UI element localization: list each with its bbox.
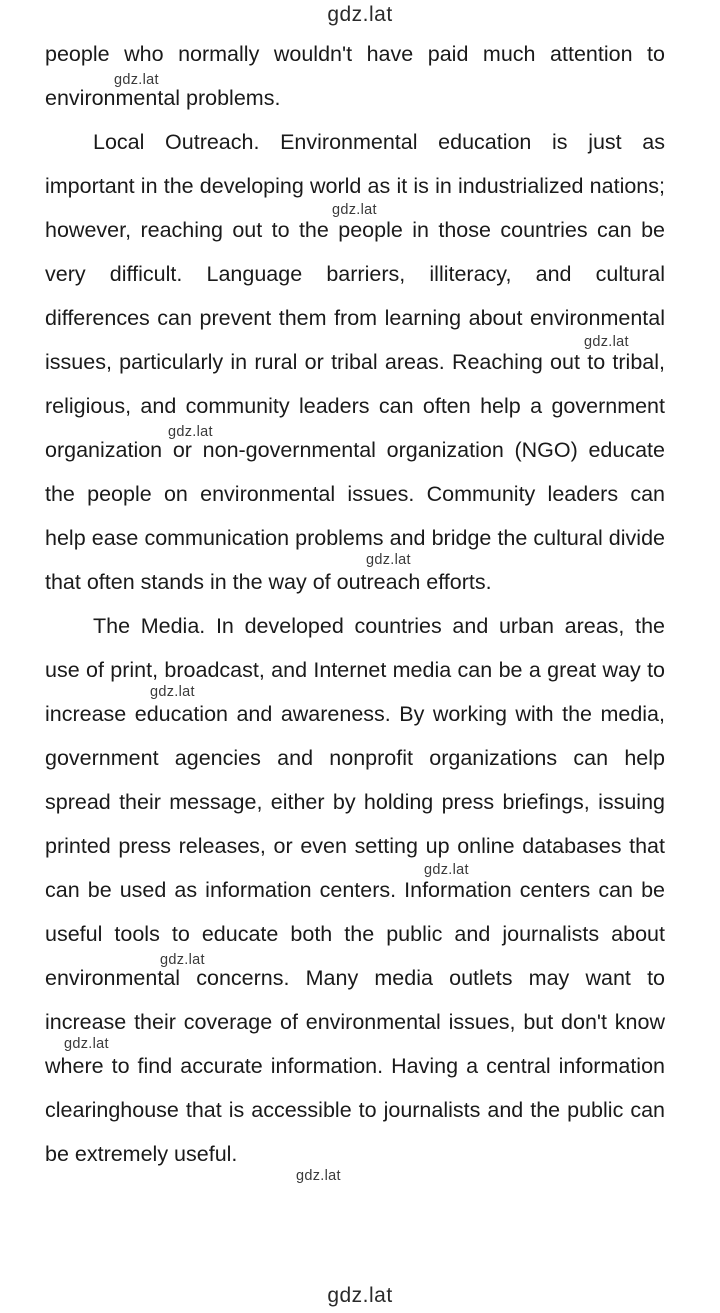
watermark: gdz.lat <box>296 1168 341 1184</box>
watermark: gdz.lat <box>160 952 205 968</box>
watermark: gdz.lat <box>168 424 213 440</box>
paragraph-text: Local Outreach. Environmental education is just as important in the developing world as it is in industrialized nations; however, reaching out to the people in those countries can be very difficult. Language barriers, illiteracy, and cultural differences can prevent them from learning about environmental issues, particularly in rural or tribal areas. Reaching out to tribal, religious, and community leaders can often help a government organization or non-governmental organization (NGO) educate the people on environmental issues. Community leaders can help ease communication problems and bridge the cultural divide that often stands in the way of outreach efforts. <box>45 130 665 594</box>
watermark: gdz.lat <box>64 1036 109 1052</box>
watermark: gdz.lat <box>366 552 411 568</box>
paragraph-text: people who normally wouldn't have paid much attention to environmental problems. <box>45 42 665 110</box>
watermark: gdz.lat <box>114 72 159 88</box>
paragraph-the-media <box>45 604 665 1176</box>
header-watermark: gdz.lat <box>327 3 393 26</box>
watermark: gdz.lat <box>150 684 195 700</box>
footer-watermark: gdz.lat <box>327 1284 393 1307</box>
watermark: gdz.lat <box>584 334 629 350</box>
watermark: gdz.lat <box>424 862 469 878</box>
paragraph-local-outreach <box>45 120 665 604</box>
watermark: gdz.lat <box>332 202 377 218</box>
paragraph-text: The Media. In developed countries and urban areas, the use of print, broadcast, and Internet media can be a great way to increase education and awareness. By working with the media, government agencies and nonprofit organizations can help spread their message, either by holding press briefings, issuing printed press releases, or even setting up online databases that can be used as information centers. Information centers can be useful tools to educate both the public and journalists about environmental concerns. Many media outlets may want to increase their coverage of environmental issues, but don't know where to find accurate information. Having a central information clearinghouse that is accessible to journalists and the public can be extremely useful. <box>45 614 665 1166</box>
